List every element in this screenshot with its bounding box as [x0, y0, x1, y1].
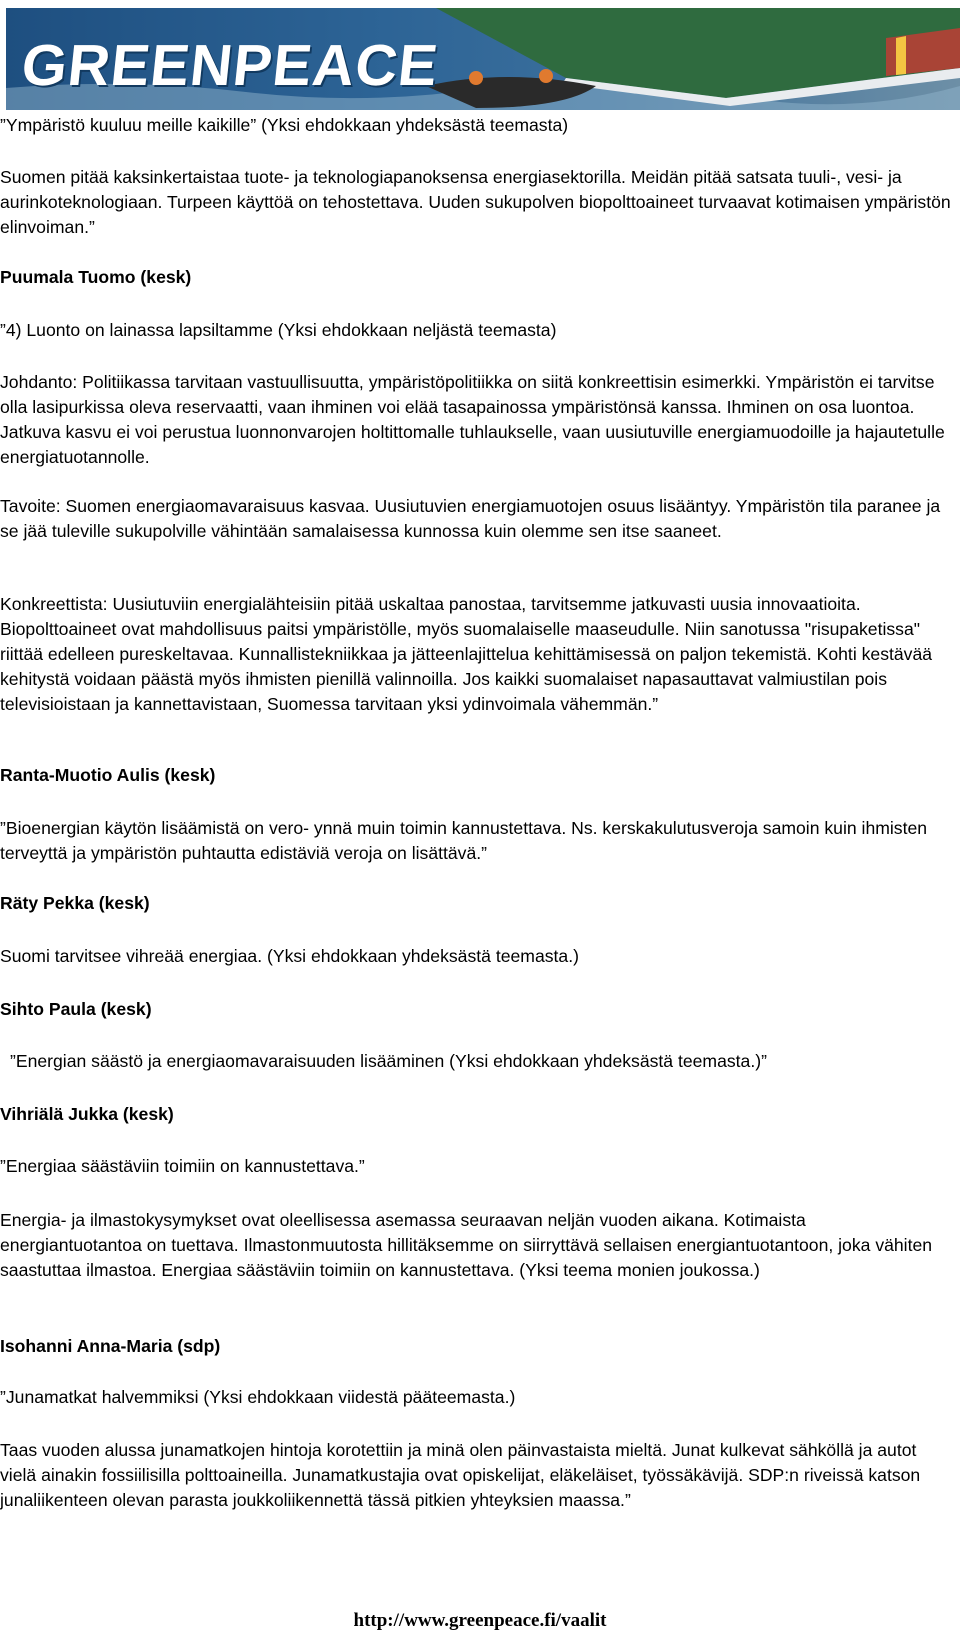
quote-theme: ”4) Luonto on lainassa lapsiltamme (Yksi ehdokkaan neljästä teemasta): [0, 320, 557, 340]
candidate-name: Räty Pekka (kesk): [0, 893, 150, 913]
candidate-name: Ranta-Muotio Aulis (kesk): [0, 765, 216, 785]
candidate-name: Sihto Paula (kesk): [0, 999, 152, 1019]
quote-theme: ”Energian säästö ja energiaomavaraisuuden lisääminen (Yksi ehdokkaan yhdeksästä teemasta.)”: [10, 1051, 767, 1071]
quote-theme: ”Junamatkat halvemmiksi (Yksi ehdokkaan viidestä pääteemasta.): [0, 1387, 516, 1407]
candidate-name: Isohanni Anna-Maria (sdp): [0, 1336, 221, 1356]
body-paragraph: Energia- ja ilmastokysymykset ovat oleellisessa asemassa seuraavan neljän vuoden aikana. Kotimaista energiantuotantoa on tuettava. Ilmastonmuutosta hillitäksemme on siirryttävä sellaisen energiantuotantoon, joka vähiten saastuttaa ilmastoa. Energiaa säästäviin toimiin on kannustettava. (Yksi teema monien joukossa.): [0, 1210, 933, 1280]
body-paragraph: Konkreettista: Uusiutuviin energialähteisiin pitää uskaltaa panostaa, tarvitsemme jatkuvasti uusia innovaatioita. Biopolttoaineet ovat mahdollisuus paitsi ympäristölle, myös suomalaiselle maaseudulle. Niin sanotussa "risupaketissa" riittää edelleen pureskeltavaa. Kunnallistekniikkaa ja jätteenlajittelua kehittämisessä on paljon tekemistä. Kohti kestävää kehitystä voidaan päästä myös ihmisten pienillä valinnoilla. Jos kaikki suomalaiset napasauttavat valmiustilan pois televisioistaan ja kannettavistaan, Suomessa tarvitaan yksi ydinvoimala vähemmän.”: [0, 594, 933, 714]
body-paragraph: Suomen pitää kaksinkertaistaa tuote- ja teknologiapanoksensa energiasektorilla. Meidän pitää satsata tuuli-, vesi- ja aurinkoteknologiaan. Turpeen käyttöä on tehostettava. Uuden sukupolven biopolttoaineet turvaavat kotimaisen ympäristön elinvoiman.”: [0, 167, 951, 237]
candidate-name: Vihriälä Jukka (kesk): [0, 1104, 174, 1124]
body-paragraph: ”Bioenergian käytön lisäämistä on vero- ynnä muin toimin kannustettava. Ns. kerskakulutusveroja samoin kuin ihmisten terveyttä ja ympäristön puhtautta edistäviä veroja on lisättävä.”: [0, 818, 928, 863]
quote-theme: ”Energiaa säästäviin toimiin on kannustettava.”: [0, 1156, 365, 1176]
quote-theme: ”Ympäristö kuuluu meille kaikille” (Yksi ehdokkaan yhdeksästä teemasta): [0, 115, 569, 135]
footer-url: http://www.greenpeace.fi/vaalit: [353, 1610, 607, 1631]
body-paragraph: Johdanto: Politiikassa tarvitaan vastuullisuutta, ympäristöpolitiikka on siitä konkreettisin esimerkki. Ympäristön ei tarvitse olla lasipurkissa oleva reservaatti, vaan ihminen voi elää tasapainossa ympäristönsä kanssa. Ihminen on osa luontoa. Jatkuva kasvu ei voi perustua luonnonvarojen holtittomalle tuhlaukselle, vaan uusiutuville energiamuodoille ja hajautetulle energiatuotannolle.: [0, 372, 945, 467]
candidate-name: Puumala Tuomo (kesk): [0, 267, 192, 287]
greenpeace-banner: [6, 8, 960, 110]
body-paragraph: Taas vuoden alussa junamatkojen hintoja korotettiin ja minä olen päinvastaista mieltä. Junat kulkevat sähköllä ja autot vielä ainakin fossiilisilla polttoaineilla. Junamatkustajia ovat opiskelijat, eläkeläiset, työssäkävijä. SDP:n riveissä katson junaliikenteen olevan parasta joukkoliikennettä tässä pitkien yhteyksien maassa.”: [0, 1440, 921, 1510]
greenpeace-logo: GREENPEACE: [18, 33, 442, 98]
body-paragraph: Tavoite: Suomen energiaomavaraisuus kasvaa. Uusiutuvien energiamuotojen osuus lisääntyy. Ympäristön tila paranee ja se jää tuleville sukupolville vähintään samalaisessa kunnossa kuin olemme sen itse saaneet.: [0, 496, 941, 541]
body-paragraph: Suomi tarvitsee vihreää energiaa. (Yksi ehdokkaan yhdeksästä teemasta.): [0, 946, 579, 966]
